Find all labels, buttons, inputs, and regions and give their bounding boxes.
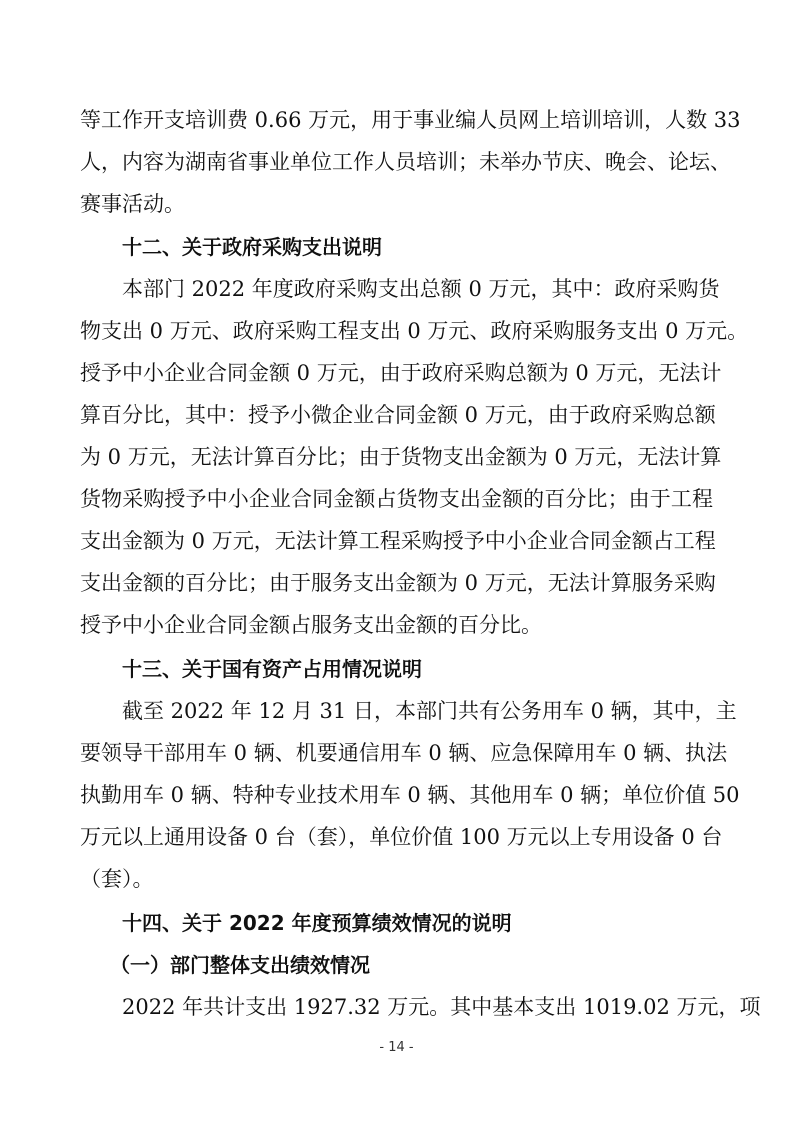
paragraph-line: 授予中小企业合同金额占服务支出金额的百分比。 — [80, 613, 542, 637]
section-12-heading: 十二、关于政府采购支出说明 — [122, 235, 382, 259]
paragraph-line: 物支出 0 万元、政府采购工程支出 0 万元、政府采购服务支出 0 万元。 — [80, 319, 749, 343]
paragraph-line: 授予中小企业合同金额 0 万元，由于政府采购总额为 0 万元，无法计 — [80, 361, 722, 385]
paragraph-line: （套）。 — [80, 867, 154, 891]
section-14-heading: 十四、关于 2022 年度预算绩效情况的说明 — [122, 911, 512, 935]
paragraph-line: 2022 年共计支出 1927.32 万元。其中基本支出 1019.02 万元，项 — [122, 995, 761, 1019]
paragraph-line: 为 0 万元，无法计算百分比；由于货物支出金额为 0 万元，无法计算 — [80, 445, 722, 469]
paragraph-line: 本部门 2022 年度政府采购支出总额 0 万元，其中：政府采购货 — [122, 277, 720, 301]
paragraph-line: 要领导干部用车 0 辆、机要通信用车 0 辆、应急保障用车 0 辆、执法 — [80, 741, 728, 765]
paragraph-line: 执勤用车 0 辆、特种专业技术用车 0 辆、其他用车 0 辆；单位价值 50 — [80, 783, 740, 807]
paragraph-line: 截至 2022 年 12 月 31 日，本部门共有公务用车 0 辆，其中，主 — [122, 699, 737, 723]
paragraph-line: 人，内容为湖南省事业单位工作人员培训；未举办节庆、晚会、论坛、 — [80, 150, 731, 174]
paragraph-line: 算百分比，其中：授予小微企业合同金额 0 万元，由于政府采购总额 — [80, 403, 716, 427]
page-number: - 14 - — [379, 1040, 414, 1055]
paragraph-line: 等工作开支培训费 0.66 万元，用于事业编人员网上培训培训，人数 33 — [80, 108, 741, 132]
section-14-subheading: （一）部门整体支出绩效情况 — [110, 953, 370, 977]
paragraph-line: 货物采购授予中小企业合同金额占货物支出金额的百分比；由于工程 — [80, 487, 713, 511]
paragraph-line: 万元以上通用设备 0 台（套），单位价值 100 万元以上专用设备 0 台 — [80, 825, 723, 849]
section-13-heading: 十三、关于国有资产占用情况说明 — [122, 657, 422, 681]
paragraph-line: 赛事活动。 — [80, 192, 185, 216]
paragraph-line: 支出金额为 0 万元，无法计算工程采购授予中小企业合同金额占工程 — [80, 529, 716, 553]
paragraph-line: 支出金额的百分比；由于服务支出金额为 0 万元，无法计算服务采购 — [80, 571, 716, 595]
